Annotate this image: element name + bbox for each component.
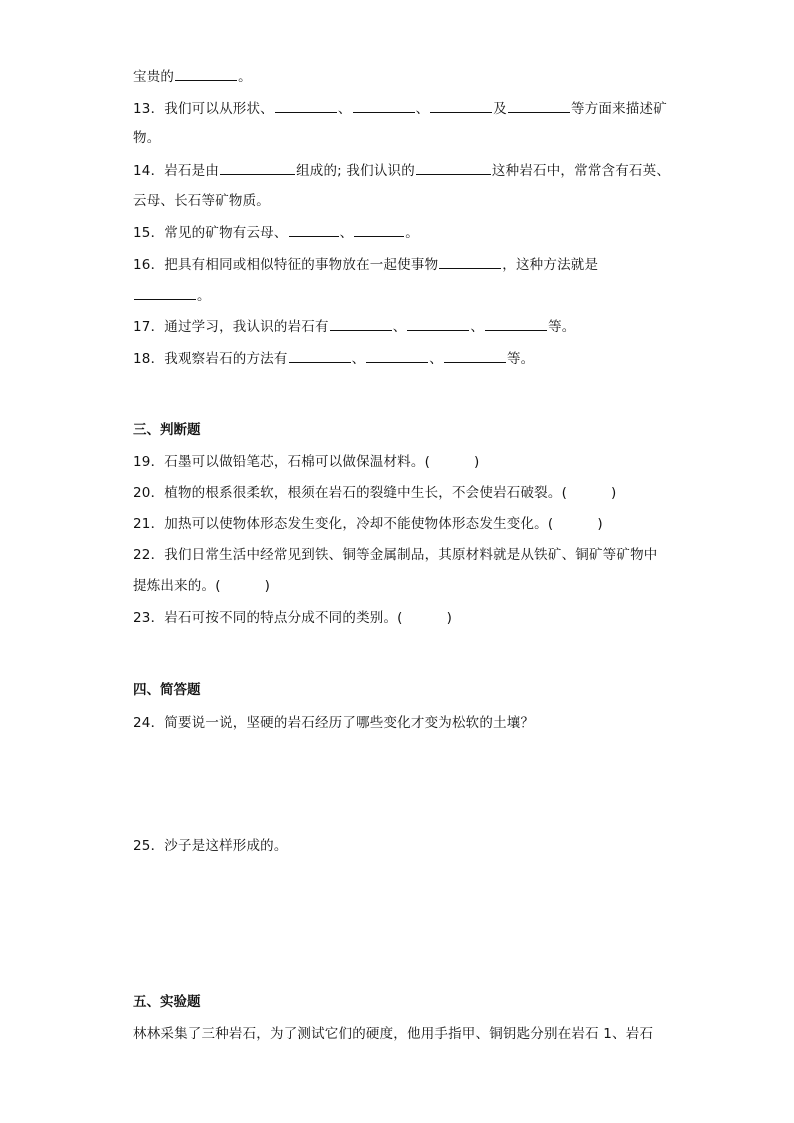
q15-end: 。 — [405, 225, 419, 241]
q21-line — [133, 514, 673, 534]
separator: 、 — [429, 351, 443, 367]
q15-text: 15．常见的矿物有云母、 — [133, 225, 288, 241]
q15-line — [133, 222, 673, 243]
answer-blank[interactable] — [289, 348, 351, 363]
separator: 、 — [337, 101, 352, 117]
paren-close: ) — [474, 454, 480, 470]
q23-text: 23．岩石可按不同的特点分成不同的类别。( — [133, 610, 403, 626]
section-experiment-heading: 五、实验题 — [133, 994, 201, 1010]
paren-close: ) — [611, 485, 617, 501]
answer-blank[interactable] — [366, 348, 428, 363]
q13-text-cont: 物。 — [133, 130, 161, 146]
q18-line — [133, 348, 673, 369]
q22-line1 — [133, 545, 673, 565]
paren-close: ) — [597, 516, 603, 532]
separator: 、 — [339, 225, 354, 241]
answer-blank[interactable] — [439, 254, 501, 269]
paren-close: ) — [446, 610, 453, 626]
q16-text-tail: ，这种方法就是 — [502, 257, 599, 273]
q12-text: 宝贵的 — [133, 69, 175, 85]
q18-end: 等。 — [506, 351, 535, 367]
q19-text: 19．石墨可以做铅笔芯，石棉可以做保温材料。( — [133, 454, 431, 470]
experiment-intro: 林林采集了三种岩石，为了测试它们的硬度，他用手指甲、铜钥匙分别在岩石 1、岩石 — [133, 1026, 654, 1042]
q17-text: 17．通过学习，我认识的岩石有 — [133, 319, 329, 335]
q16-text: 16．把具有相同或相似特征的事物放在一起使事物 — [133, 257, 439, 273]
separator: 、 — [392, 319, 407, 335]
answer-blank[interactable] — [289, 222, 339, 237]
q12-end: 。 — [238, 69, 252, 85]
answer-blank[interactable] — [175, 66, 237, 81]
q14-text: 14．岩石是由 — [133, 163, 220, 179]
q20-text: 20．植物的根系很柔软，根须在岩石的裂缝中生长，不会使岩石破裂。( — [133, 485, 568, 501]
answer-blank[interactable] — [407, 316, 469, 331]
q17-line — [133, 316, 673, 337]
q13-line2 — [133, 128, 673, 148]
answer-blank[interactable] — [134, 285, 196, 300]
answer-blank[interactable] — [220, 160, 295, 175]
q24-line: 24．简要说一说，坚硬的岩石经历了哪些变化才变为松软的土壤？ — [133, 715, 535, 731]
answer-blank[interactable] — [330, 316, 392, 331]
section-short-heading: 四、简答题 — [133, 682, 201, 698]
q13-text-tail: 等方面来描述矿 — [571, 101, 667, 117]
q16-line2 — [133, 285, 673, 306]
q13-line1 — [133, 98, 673, 119]
section-judge-heading: 三、判断题 — [133, 422, 201, 438]
q22-text: 22．我们日常生活中经常见到铁、铜等金属制品，其原材料就是从铁矿、铜矿等矿物中 — [133, 547, 658, 563]
q14-line2 — [133, 191, 673, 211]
separator: 及 — [493, 101, 507, 117]
answer-blank[interactable] — [275, 98, 337, 113]
answer-blank[interactable] — [508, 98, 570, 113]
q22-line2 — [133, 576, 673, 596]
answer-blank[interactable] — [353, 98, 415, 113]
separator: 、 — [415, 101, 430, 117]
q17-end: 等。 — [548, 319, 576, 335]
q13-text: 13．我们可以从形状、 — [133, 101, 274, 117]
q16-line1 — [133, 254, 673, 275]
separator: 、 — [351, 351, 366, 367]
paren-close: ) — [264, 578, 271, 594]
answer-blank[interactable] — [416, 160, 491, 175]
q14-text-mid: 组成的; 我们认识的 — [296, 163, 415, 179]
q20-line — [133, 483, 673, 503]
q23-line — [133, 608, 673, 628]
q14-text-cont: 云母、长石等矿物质。 — [133, 193, 270, 209]
q25-line: 25．沙子是这样形成的。 — [133, 838, 288, 854]
q14-line1 — [133, 160, 673, 181]
q18-text: 18．我观察岩石的方法有 — [133, 351, 288, 367]
q16-end: 。 — [197, 288, 211, 304]
q22-text-cont: 提炼出来的。( — [133, 578, 221, 594]
answer-blank[interactable] — [354, 222, 404, 237]
separator: 、 — [470, 319, 485, 335]
q21-text: 21．加热可以使物体形态发生变化，冷却不能使物体形态发生变化。( — [133, 516, 554, 532]
answer-blank[interactable] — [430, 98, 492, 113]
q14-text-tail: 这种岩石中，常常含有石英、 — [491, 163, 671, 179]
answer-blank[interactable] — [485, 316, 547, 331]
q19-line — [133, 452, 673, 472]
q12-tail — [133, 66, 673, 87]
answer-blank[interactable] — [444, 348, 506, 363]
